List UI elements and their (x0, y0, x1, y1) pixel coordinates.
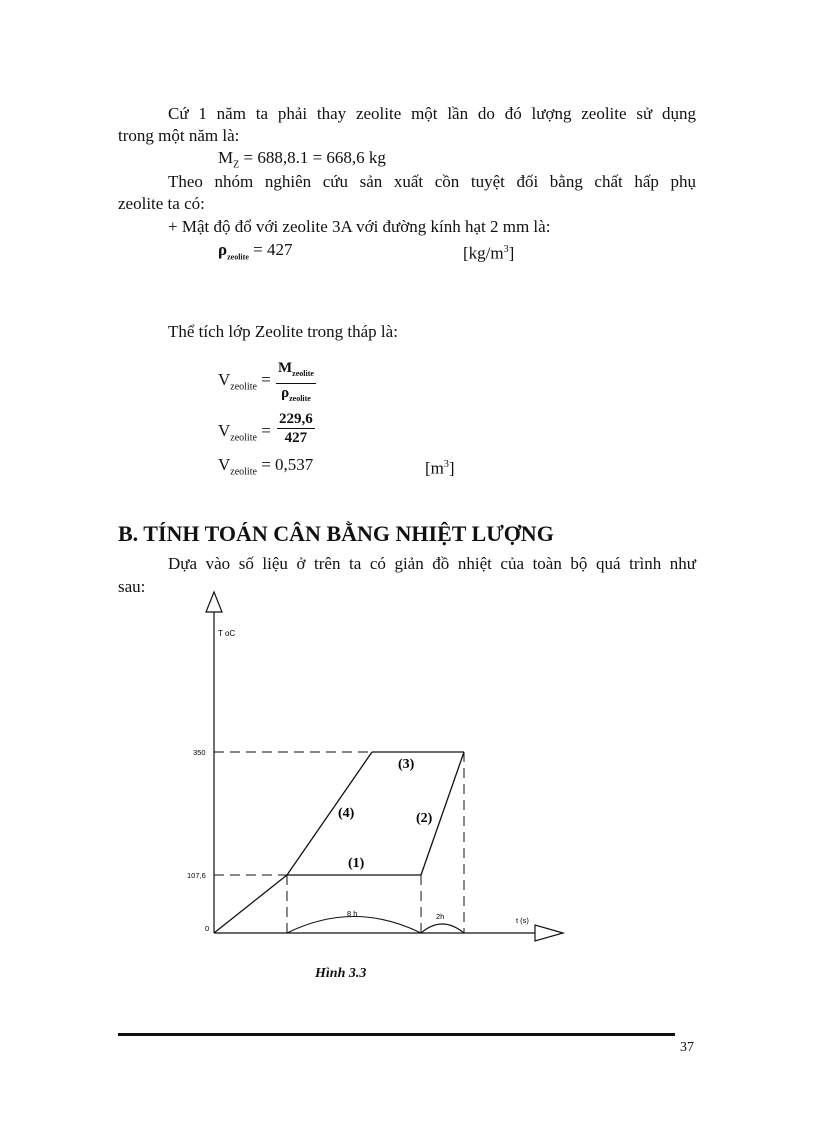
v-subscript: zeolite (230, 381, 257, 393)
fraction-1-numerator: $M_{zeolite}$ (276, 359, 316, 384)
fraction-2-denominator: 427 (284, 430, 308, 446)
duration-label-8h: 8 h (347, 909, 358, 918)
duration-arc-2h (421, 924, 464, 933)
volume-unit-base: [m (425, 458, 444, 478)
fraction-2-numerator: 229,6 (279, 411, 313, 427)
y-axis-arrow-icon (206, 592, 222, 612)
section-heading: B. TÍNH TOÁN CÂN BẰNG NHIỆT LƯỢNG (118, 521, 554, 546)
volume-unit-close: ] (448, 458, 455, 478)
paragraph-3: + Mật độ đổ với zeolite 3A với đường kính hạt 2 mm là: (168, 217, 551, 236)
v-symbol: V (218, 455, 231, 474)
page-number: 37 (680, 1040, 694, 1055)
v-subscript: zeolite (230, 432, 257, 444)
v-symbol: V (218, 370, 231, 389)
rho-unit-exponent: 3 (503, 244, 509, 255)
mz-symbol: M (218, 148, 234, 167)
paragraph-1-line-2: trong một năm là: (118, 126, 240, 145)
figure-caption: Hình 3.3 (315, 966, 367, 981)
paragraph-2-line-1: Theo nhóm nghiên cứu sản xuất cồn tuyệt đối bằng chất hấp phụ (168, 172, 696, 191)
v-symbol: V (218, 421, 231, 440)
y-tick-0: 0 (205, 924, 210, 933)
fraction-1-denominator: $\rho_{zeolite}$ (281, 385, 311, 403)
section-intro-line-1: Dựa vào số liệu ở trên ta có giản đồ nhiệt của toàn bộ quá trình như (168, 554, 696, 573)
mz-subscript: Z (233, 159, 240, 171)
equals-sign: = (256, 421, 271, 440)
x-axis-label: t (s) (516, 916, 529, 925)
rho-symbol: ρ (218, 240, 228, 259)
heating-ramp-line (214, 875, 287, 933)
segment-label-1: (1) (348, 856, 365, 871)
segment-label-3: (3) (398, 757, 415, 772)
paragraph-2-line-2: zeolite ta có: (118, 194, 205, 213)
x-axis-arrow-icon (535, 925, 563, 941)
duration-arc-8h (287, 917, 421, 934)
volume-unit-exponent: 3 (443, 459, 449, 470)
segment-label-2: (2) (416, 811, 433, 826)
mz-value: = 688,8.1 = 668,6 kg (239, 148, 386, 167)
duration-label-2h: 2h (436, 912, 445, 921)
v-subscript: zeolite (230, 466, 257, 478)
rho-unit-close: ] (508, 243, 515, 263)
paragraph-4: Thể tích lớp Zeolite trong tháp là: (168, 322, 398, 341)
y-tick-107-6: 107,6 (187, 871, 206, 880)
rho-unit-base: [kg/m (463, 243, 504, 263)
segment-label-4: (4) (338, 806, 355, 821)
section-intro-line-2: sau: (118, 577, 146, 596)
y-axis-label: T oC (218, 629, 236, 638)
equals-sign: = (256, 370, 271, 389)
footer-rule (118, 1033, 675, 1036)
y-tick-350: 350 (193, 748, 206, 757)
paragraph-1-line-1: Cứ 1 năm ta phải thay zeolite một lần do đó lượng zeolite sử dụng (168, 104, 696, 123)
rho-subscript: zeolite (227, 252, 249, 262)
volume-value: = 0,537 (256, 455, 314, 474)
rho-value: = 427 (248, 240, 293, 259)
